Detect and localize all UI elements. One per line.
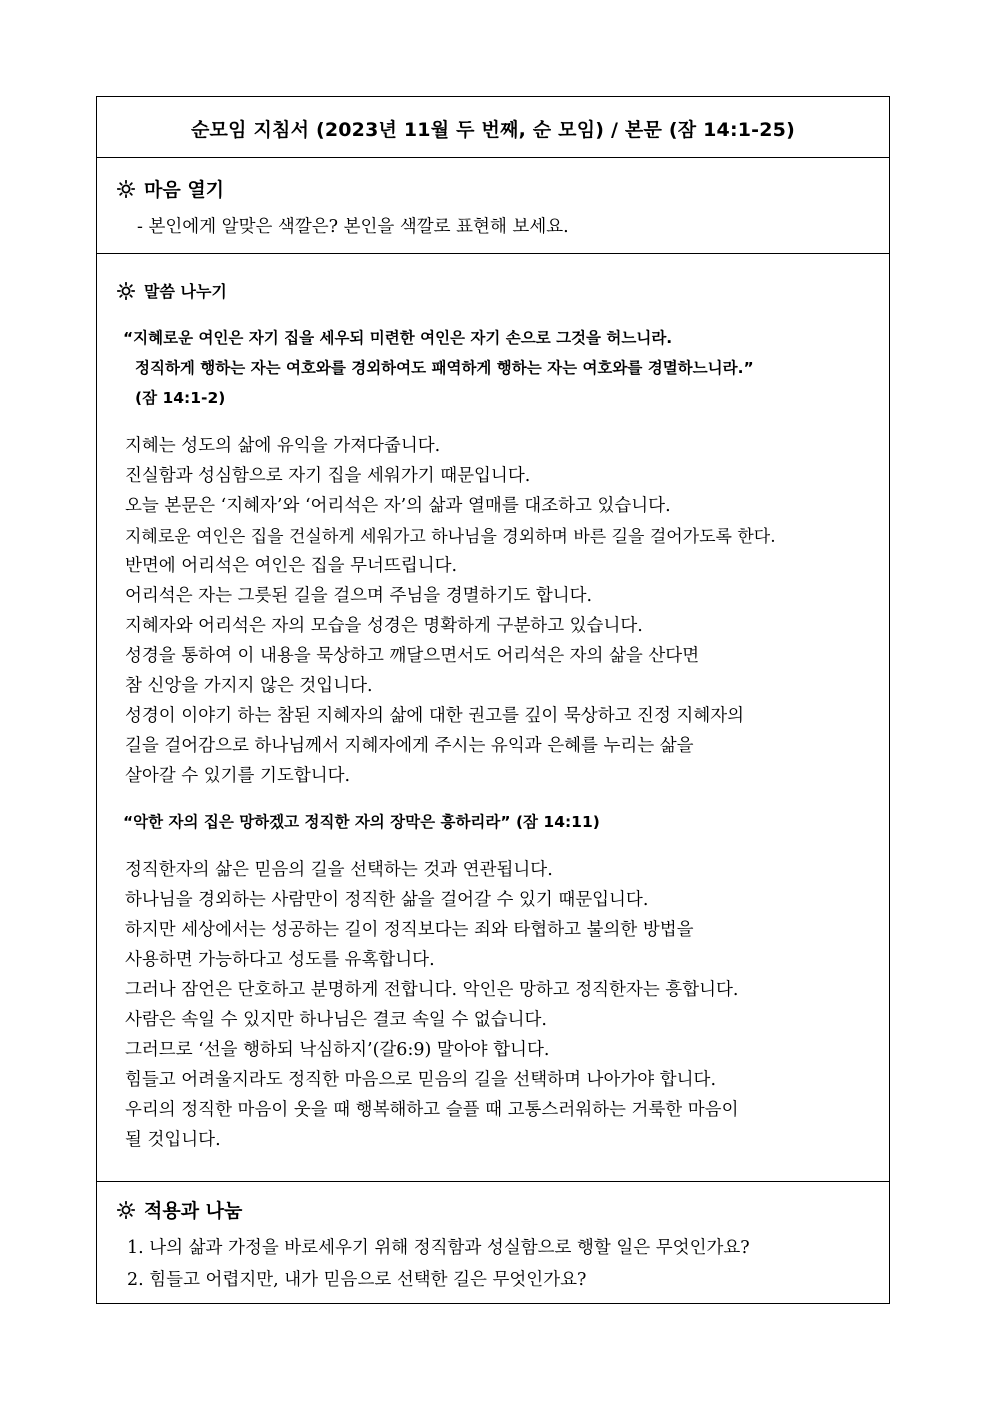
- quote-line: “악한 자의 집은 망하겠고 정직한 자의 장막은 흥하리라” (잠 14:11): [123, 813, 600, 831]
- quote-line: (잠 14:1-2): [135, 389, 226, 407]
- quote-line: “지혜로운 여인은 자기 집을 세우되 미련한 여인은 자기 손으로 그것을 허느니라.: [123, 329, 673, 347]
- paragraph-line: 하지만 세상에서는 성공하는 길이 정직보다는 죄와 타협하고 불의한 방법을: [125, 920, 694, 940]
- opening-heading-label: 마음 열기: [144, 179, 225, 201]
- paragraph-line: 그러므로 ‘선을 행하되 낙심하지’(갈6:9) 말아야 합니다.: [125, 1040, 550, 1060]
- paragraph-line: 참 신앙을 가지지 않은 것입니다.: [125, 676, 373, 696]
- paragraph-line: 지혜로운 여인은 집을 건실하게 세워가고 하나님을 경외하며 바른 길을 걸어가도록 한다.: [125, 527, 776, 547]
- paragraph-line: 그러나 잠언은 단호하고 분명하게 전합니다. 악인은 망하고 정직한자는 흥합니다.: [125, 980, 739, 1000]
- application-section: [97, 1182, 889, 1304]
- word-sharing-heading-label: 말씀 나누기: [144, 282, 227, 301]
- paragraph-line: 정직한자의 삶은 믿음의 길을 선택하는 것과 연관됩니다.: [125, 860, 553, 880]
- paragraph-line: 길을 걸어감으로 하나님께서 지혜자에게 주시는 유익과 은혜를 누리는 삶을: [125, 736, 694, 756]
- paragraph-line: 성경을 통하여 이 내용을 묵상하고 깨달으면서도 어리석은 자의 삶을 산다면: [125, 646, 700, 666]
- sun-icon: [117, 282, 135, 300]
- guide-document: [96, 96, 890, 1304]
- paragraph-line: 반면에 어리석은 여인은 집을 무너뜨립니다.: [125, 556, 458, 576]
- paragraph-line: 지혜는 성도의 삶에 유익을 가져다줍니다.: [125, 436, 441, 456]
- paragraph-line: 오늘 본문은 ‘지혜자’와 ‘어리석은 자’의 삶과 열매를 대조하고 있습니다.: [125, 496, 671, 516]
- sun-icon: [117, 180, 135, 198]
- application-heading: [117, 1196, 242, 1223]
- application-question: 2. 힘들고 어렵지만, 내가 믿음으로 선택한 길은 무엇인가요?: [127, 1270, 587, 1290]
- sun-icon: [117, 1201, 135, 1219]
- paragraph-line: 진실함과 성심함으로 자기 집을 세워가기 때문입니다.: [125, 466, 531, 486]
- title-row: [97, 97, 889, 158]
- paragraph-line: 우리의 정직한 마음이 웃을 때 행복해하고 슬플 때 고통스러워하는 거룩한 마음이: [125, 1100, 739, 1120]
- paragraph-line: 힘들고 어려울지라도 정직한 마음으로 믿음의 길을 선택하며 나아가야 합니다.: [125, 1070, 717, 1090]
- paragraph-line: 하나님을 경외하는 사람만이 정직한 삶을 걸어갈 수 있기 때문입니다.: [125, 890, 649, 910]
- paragraph-line: 살아갈 수 있기를 기도합니다.: [125, 766, 351, 786]
- word-sharing-section: [97, 254, 889, 1182]
- paragraph-line: 어리석은 자는 그릇된 길을 걸으며 주님을 경멸하기도 합니다.: [125, 586, 593, 606]
- application-heading-label: 적용과 나눔: [144, 1200, 243, 1222]
- paragraph-line: 사용하면 가능하다고 성도를 유혹합니다.: [125, 950, 435, 970]
- application-question: 1. 나의 삶과 가정을 바로세우기 위해 정직함과 성실함으로 행할 일은 무엇인가요?: [127, 1238, 750, 1258]
- opening-heading: [117, 175, 224, 202]
- page-title: 순모임 지침서 (2023년 11월 두 번째, 순 모임) / 본문 (잠 14:1-25): [191, 119, 795, 141]
- paragraph-line: 성경이 이야기 하는 참된 지혜자의 삶에 대한 권고를 깊이 묵상하고 진정 지혜자의: [125, 706, 745, 726]
- opening-section: [97, 158, 889, 254]
- opening-line: - 본인에게 알맞은 색깔은? 본인을 색깔로 표현해 보세요.: [137, 217, 569, 237]
- paragraph-line: 지혜자와 어리석은 자의 모습을 성경은 명확하게 구분하고 있습니다.: [125, 616, 643, 636]
- word-sharing-heading: [117, 279, 227, 302]
- quote-line: 정직하게 행하는 자는 여호와를 경외하여도 패역하게 행하는 자는 여호와를 경멸하느니라.”: [135, 359, 754, 377]
- paragraph-line: 될 것입니다.: [125, 1130, 221, 1150]
- paragraph-line: 사람은 속일 수 있지만 하나님은 결코 속일 수 없습니다.: [125, 1010, 547, 1030]
